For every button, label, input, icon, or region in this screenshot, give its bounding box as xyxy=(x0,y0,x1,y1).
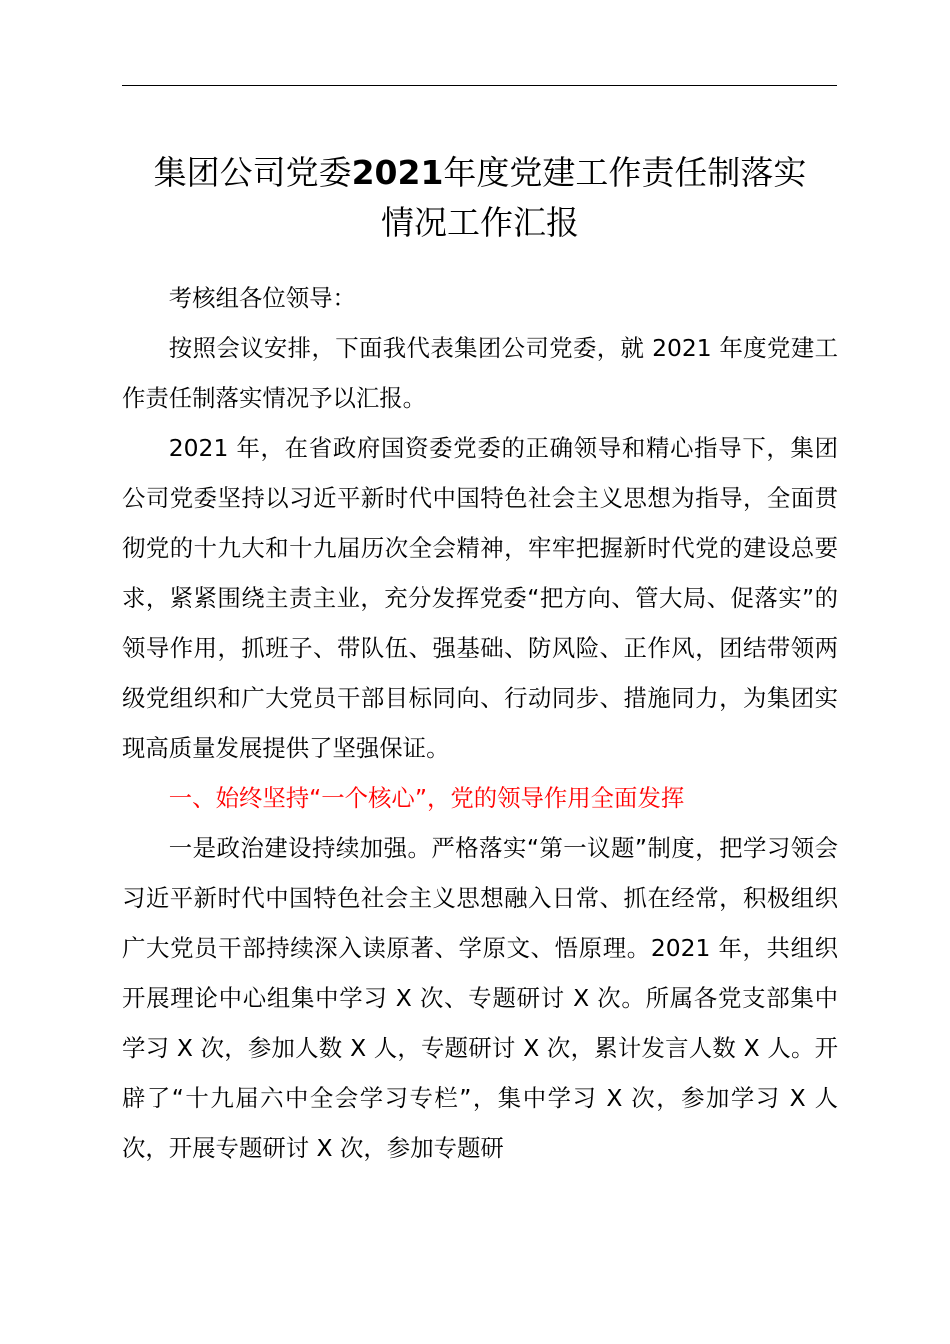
page-title xyxy=(110,148,850,248)
title-part2: 年度党建工作责任制落实 xyxy=(443,153,807,192)
title-year: 2021 xyxy=(351,153,444,192)
body-paragraph: 按照会议安排，下面我代表集团公司党委，就 2021 年度党建工作责任制落实情况予以汇报。 xyxy=(122,334,838,412)
title-part1: 集团公司党委 xyxy=(153,153,352,192)
body-paragraph: 2021 年，在省政府国资委党委的正确领导和精心指导下，集团公司党委坚持以习近平新时代中国特色社会主义思想为指导，全面贯彻党的十九大和十九届历次全会精神，牢牢把握新时代党的建设总要求，紧紧围绕主责主业，充分发挥党委“把方向、管大局、促落实”的领导作用，抓班子、带队伍、强基础、防风险、正作风，团结带领两级党组织和广大党员干部目标同向、行动同步、措施同力，为集团实现高质量发展提供了坚强保证。 xyxy=(122,434,838,762)
title-line2: 情况工作汇报 xyxy=(381,203,579,242)
section-paragraph: 一是政治建设持续加强。严格落实“第一议题”制度，把学习领会习近平新时代中国特色社会主义思想融入日常、抓在经常，积极组织广大党员干部持续深入读原著、学原文、悟原理。2021 年，共组织开展理论中心组集中学习 X 次、专题研讨 X 次。所属各党支部集中学习 X 次，参加人数 X 人，专题研讨 X 次，累计发言人数 X 人。开辟了“十九届六中全会学习专栏”，集中学习 X 次，参加学习 X 人次，开展专题研讨 X 次，参加专题研 xyxy=(122,834,838,1162)
section-heading: 一、始终坚持“一个核心”，党的领导作用全面发挥 xyxy=(168,784,685,812)
header-rule xyxy=(122,85,837,86)
salutation: 考核组各位领导： xyxy=(168,284,356,312)
document-body xyxy=(122,273,838,1173)
